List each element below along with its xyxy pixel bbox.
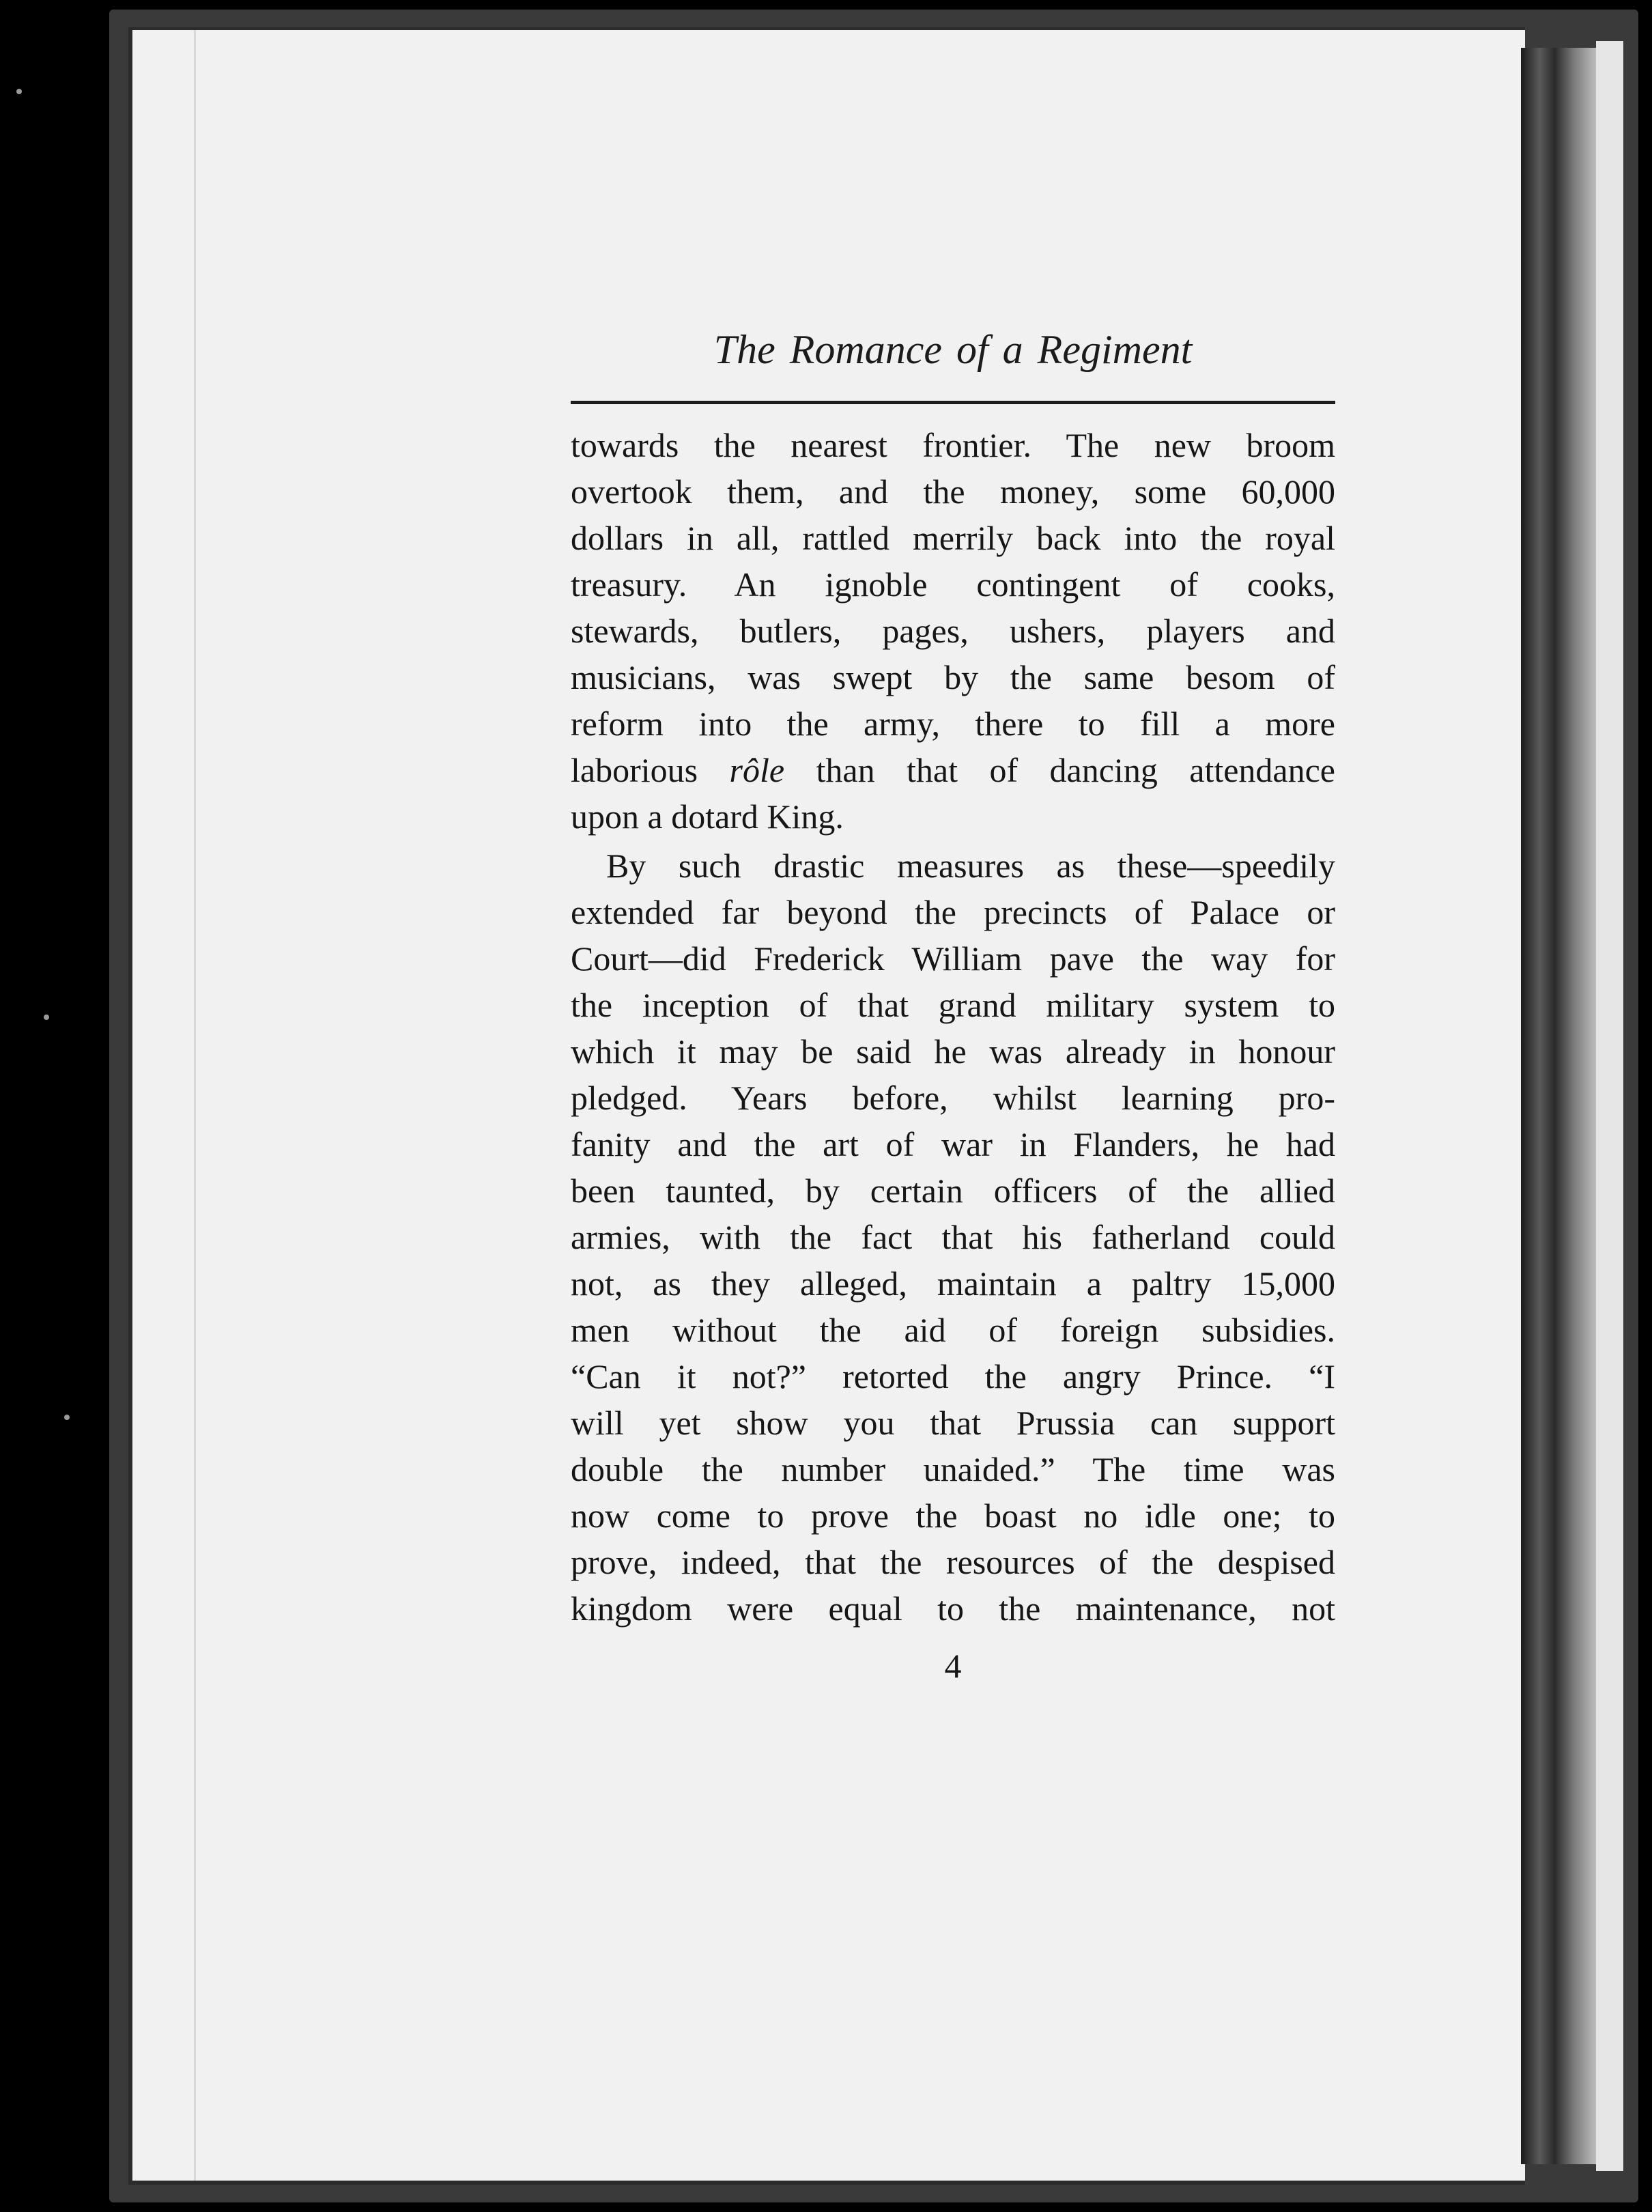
- facing-page-edge: [1596, 41, 1623, 2171]
- text-line: fanity and the art of war in Flanders, he had: [571, 1125, 1335, 1163]
- scan-speck: [44, 1015, 49, 1020]
- page-number: 4: [944, 1647, 962, 1685]
- text-line: extended far beyond the precincts of Palace or: [571, 893, 1335, 931]
- text-line: double the number unaided.” The time was: [571, 1450, 1335, 1488]
- text-line: musicians, was swept by the same besom of: [571, 658, 1335, 696]
- text-fragment: than that of dancing attendance: [816, 751, 1335, 789]
- header-rule: [571, 401, 1335, 404]
- text-line-paragraph-end: upon a dotard King.: [571, 797, 844, 836]
- text-line: “Can it not?” retorted the angry Prince. “I: [571, 1357, 1335, 1395]
- text-line: towards the nearest frontier. The new broom: [571, 426, 1335, 464]
- scan-speck: [16, 89, 22, 94]
- text-line: Court—did Frederick William pave the way for: [571, 939, 1335, 978]
- text-line: now come to prove the boast no idle one; to: [571, 1497, 1335, 1535]
- text-line: stewards, butlers, pages, ushers, players and: [571, 612, 1335, 650]
- text-line: dollars in all, rattled merrily back into the royal: [571, 519, 1335, 557]
- text-line-with-italic: [571, 747, 1335, 793]
- text-line-paragraph-start: By such drastic measures as these—speedily: [606, 847, 1335, 885]
- text-line: will yet show you that Prussia can support: [571, 1404, 1335, 1442]
- text-line: not, as they alleged, maintain a paltry 15,000: [571, 1264, 1335, 1303]
- text-line: been taunted, by certain officers of the allied: [571, 1172, 1335, 1210]
- body-text: [571, 422, 1335, 1632]
- running-header: The Romance of a Regiment: [713, 327, 1193, 372]
- text-line: prove, indeed, that the resources of the despised: [571, 1543, 1335, 1581]
- text-line: overtook them, and the money, some 60,000: [571, 472, 1335, 511]
- text-line: kingdom were equal to the maintenance, not: [571, 1589, 1335, 1628]
- text-line: which it may be said he was already in honour: [571, 1032, 1335, 1070]
- text-line: the inception of that grand military system to: [571, 986, 1335, 1024]
- text-fragment: laborious: [571, 751, 698, 789]
- text-line: men without the aid of foreign subsidies.: [571, 1311, 1335, 1349]
- scan-speck: [64, 1415, 70, 1420]
- italic-word: rôle: [729, 751, 785, 789]
- book-gutter: [1521, 48, 1596, 2164]
- text-line: reform into the army, there to fill a more: [571, 705, 1335, 743]
- text-line: treasury. An ignoble contingent of cooks,: [571, 565, 1335, 604]
- text-line: pledged. Years before, whilst learning pro-: [571, 1079, 1335, 1117]
- text-line: armies, with the fact that his fatherland could: [571, 1218, 1335, 1256]
